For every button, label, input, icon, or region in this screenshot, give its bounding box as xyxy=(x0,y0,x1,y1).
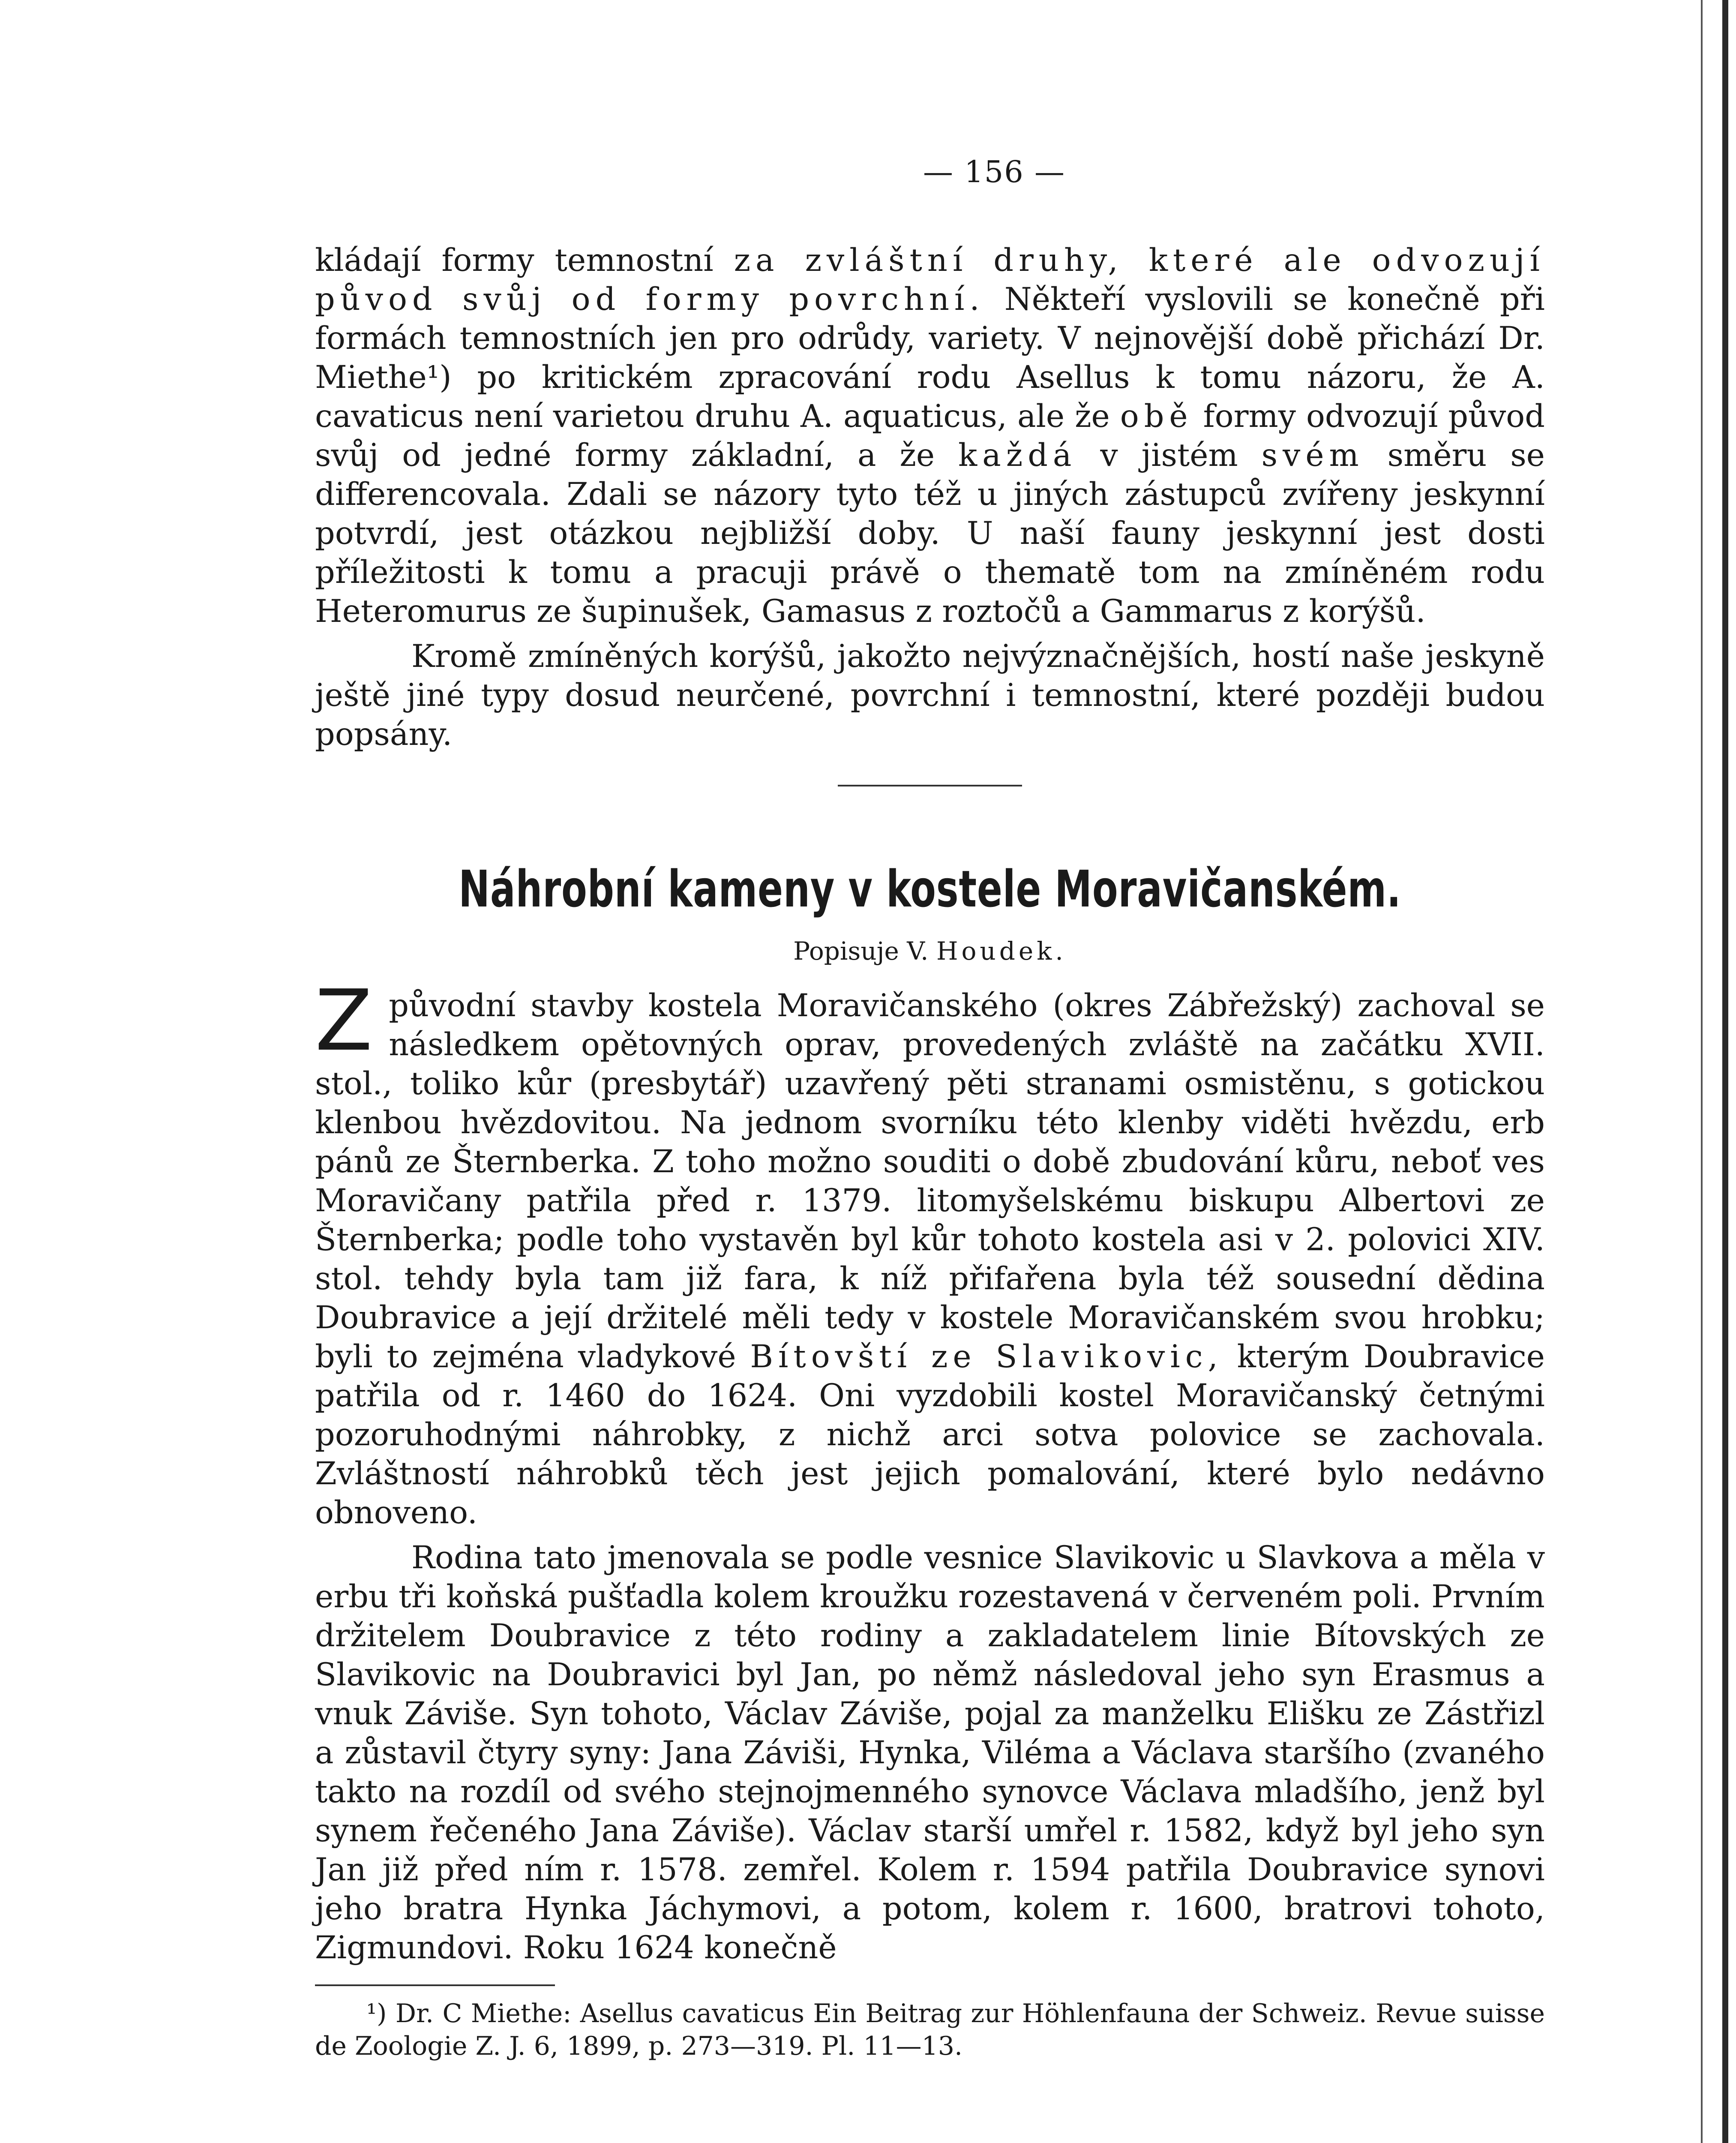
spaced-text-run: Bítovští ze Slavikovic, xyxy=(750,1339,1223,1375)
article-title: Náhrobní kameny v kostele Moravičanském. xyxy=(459,859,1401,918)
byline-prefix: Popisuje V. xyxy=(793,936,929,966)
page-edge-line xyxy=(1701,0,1703,2143)
drop-cap: Z xyxy=(315,972,373,1070)
text-run: původní stavby kostela Moravičanského (okres Zábřežský) zachoval se následkem opětovných oprav, provedených zvláště na začátku XVII. stol., toliko kůr (presbytář) uzavřený pěti stranami osmistěnu, s gotickou klenbou hvězdovitou. Na jednom svorníku této klenby viděti hvězdu, erb pánů ze Šternberka. Z toho možno souditi o době zbudování kůru, neboť ves Moravičany patřila před r. 1379. litomyšelskému biskupu Albertovi ze Šternberka; podle toho vystavěn byl kůr tohoto kostela asi v 2. polovici XIV. stol. tehdy byla tam již fara, k níž přifařena byla též sousední dědina Doubravice a její držitelé měli tedy v kostele Moravičanském svou hrobku; byli to zejména vladykové xyxy=(315,987,1545,1375)
byline-author: Houdek. xyxy=(936,936,1067,966)
spaced-text-run: každá xyxy=(958,437,1077,474)
footnote: ¹) Dr. C Miethe: Asellus cavaticus Ein Beitrag zur Höhlenfauna der Schweiz. Revue suisse de Zoologie Z. J. 6, 1899, p. 273—319. Pl. 11—13. xyxy=(315,1999,1545,2061)
intro-paragraph-1 xyxy=(315,241,1545,631)
spaced-text-run: svém xyxy=(1261,437,1364,474)
page-edge-bar xyxy=(1722,0,1728,2143)
byline xyxy=(315,936,1545,966)
section-separator xyxy=(838,785,1022,786)
intro-paragraph-2: Kromě zmíněných korýšů, jakožto nejvýznačnějších, hostí naše jeskyně ještě jiné typy dosud neurčené, povrchní i temnostní, které později budou popsány. xyxy=(315,638,1545,753)
text-run: kládají formy temnostní xyxy=(315,242,734,279)
document-page xyxy=(315,154,1545,2062)
spaced-text-run: za zvláštní druhy, které ale odvozují původ svůj od formy povrchní. xyxy=(315,242,1545,318)
text-run: směru se differencovala. Zdali se názory tyto též u jiných zástupců zvířeny jeskynní potvrdí, jest otázkou nejbližší doby. U naší fauny jeskynní jest dosti příležitosti k tomu a pracuji právě o thematě tom na zmíněném rodu Heteromurus ze šupinušek, Gamasus z roztočů a Gammarus z korýšů. xyxy=(315,437,1545,630)
text-run: Někteří vyslovili se konečně při formách temnostních jen pro odrůdy, variety. V nejnovější době přichází Dr. Miethe¹) po kritickém zpracování rodu Asellus k tomu názoru, že A. cavaticus není varietou druhu A. aquaticus, ale že xyxy=(315,281,1545,435)
article-paragraph-1 xyxy=(315,972,1545,1532)
text-run: kterým Doubravice patřila od r. 1460 do 1624. Oni vyzdobili kostel Moravičanský četnými pozoruhodnými náhrobky, z nichž arci sotva polovice se zachovala. Zvláštností náhrobků těch jest jejich pomalování, které bylo nedávno obnoveno. xyxy=(315,1339,1545,1531)
page-number: — 156 — xyxy=(923,154,1066,189)
article-paragraph-2: Rodina tato jmenovala se podle vesnice Slavikovic u Slavkova a měla v erbu tři koňská pušťadla kolem kroužku rozestavená v červeném poli. Prvním držitelem Doubravice z této rodiny a zakladatelem linie Bítovských ze Slavikovic na Doubravici byl Jan, po němž následoval jeho syn Erasmus a vnuk Záviše. Syn tohoto, Václav Záviše, pojal za manželku Elišku ze Zástřizl a zůstavil čtyry syny: Jana Záviši, Hynka, Viléma a Václava staršího (zvaného takto na rozdíl od svého stejnojmenného synovce Václava mladšího, jenž byl synem řečeného Jana Záviše). Václav starší umřel r. 1582, když byl jeho syn Jan již před ním r. 1578. zemřel. Kolem r. 1594 patřila Doubravice synovi jeho bratra Hynka Jáchymovi, a potom, kolem r. 1600, bratrovi tohoto, Zigmundovi. Roku 1624 konečně xyxy=(315,1540,1545,1966)
spaced-text-run: obě xyxy=(1120,398,1193,435)
footnote-rule xyxy=(315,1984,555,1986)
text-run: v jistém xyxy=(1076,437,1262,474)
text-run: formy odvozují původ svůj od jedné formy základní, a že xyxy=(315,398,1545,474)
